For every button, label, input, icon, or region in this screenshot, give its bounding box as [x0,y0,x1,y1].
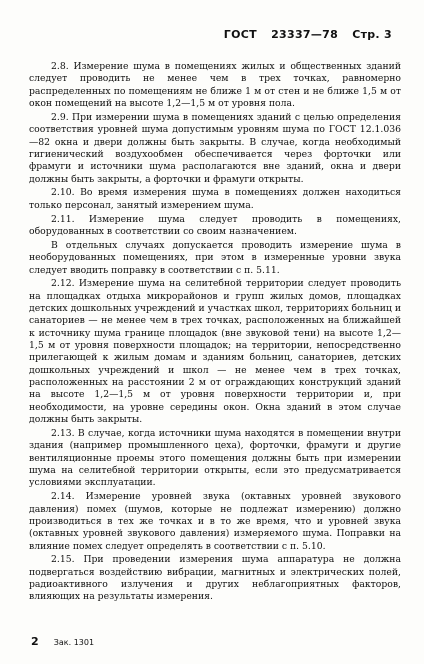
paragraph-2-10: 2.10. Во время измерения шума в помещениях должен находиться только персонал, занятый измерением шума. [29,187,401,211]
paragraph-2-13: 2.13. В случае, когда источники шума находятся в помещении внутри здания (например промышленного цеха), форточки, фрамуги и другие вентиляционные проемы этого помещения должны быть при измерении шума на селитебной территории открыты, если это предусматривается условиями эксплуатации. [29,427,401,489]
paragraph-2-15: 2.15. При проведении измерения шума аппаратура не должна подвергаться воздействию вибрации, магнитных и электрических полей, радиоактивного излучения и других неблагоприятных факторов, влияющих на результаты измерения. [29,554,401,603]
paragraph-2-9: 2.9. При измерении шума в помещениях зданий с целью определения соответствия уровней шума допустимым уровням шума по ГОСТ 12.1.036 —82 окна и двери должны быть закрыты. В случае, когда необходимый гигиенический воздухообмен обеспечивается через форточки или фрамуги и источники шума располагаются вне зданий, окна и двери должны быть закрыты, а форточки и фрамуги открыты. [29,111,401,185]
paragraph-2-11-note: В отдельных случаях допускается проводить измерение шума в необорудованных помещениях, при этом в измеренные уровни звука следует вводить поправку в соответствии с п. 5.11. [29,239,401,276]
footer-order-number: Зак. 1301 [53,638,95,647]
standard-label: ГОСТ [223,28,257,41]
paragraph-2-14: 2.14. Измерение уровней звука (октавных уровней звукового давления) помех (шумов, которые не подлежат измерению) должно производиться в тех же точках и в то же время, что и уровней звука (октавных уровней звукового давления) измеряемого шума. Поправки на влияние помех следует определять в соответствии с п. 5.10. [29,491,401,552]
standard-number: 23337—78 [271,28,339,41]
document-body [29,61,401,605]
page-header [224,28,392,41]
page-footer [31,630,94,649]
page-label: Стр. 3 [352,28,392,41]
footer-page-number: 2 [31,635,39,648]
paragraph-2-8: 2.8. Измерение шума в помещениях жилых и общественных зданий следует проводить не менее чем в трех точках, равномерно распределенных по помещениям не ближе 1 м от стен и не ближе 1,5 м от окон помещений на высоте 1,2—1,5 м от уровня пола. [29,61,401,110]
paragraph-2-11: 2.11. Измерение шума следует проводить в помещениях, оборудованных в соответствии со своим назначением. [29,213,401,237]
paragraph-2-12: 2.12. Измерение шума на селитебной территории следует проводить на площадках отдыха микрорайонов и групп жилых домов, площадках детских дошкольных учреждений и участках школ, территориях больниц и санаториев — не менее чем в трех точках, расположенных на ближайшей к источнику шума границе площадок (вне звуковой тени) на высоте 1,2—1,5 м от уровня поверхности площадок; на территории, непосредственно прилегающей к жилым домам и зданиям больниц, санаториев, детских дошкольных учреждений и школ — не менее чем в трех точках, расположенных на расстоянии 2 м от ограждающих конструкций зданий на высоте 1,2—1,5 м от уровня поверхности территории и, при необходимости, на уровне середины окон. Окна зданий в этом случае должны быть закрыты. [29,278,401,426]
